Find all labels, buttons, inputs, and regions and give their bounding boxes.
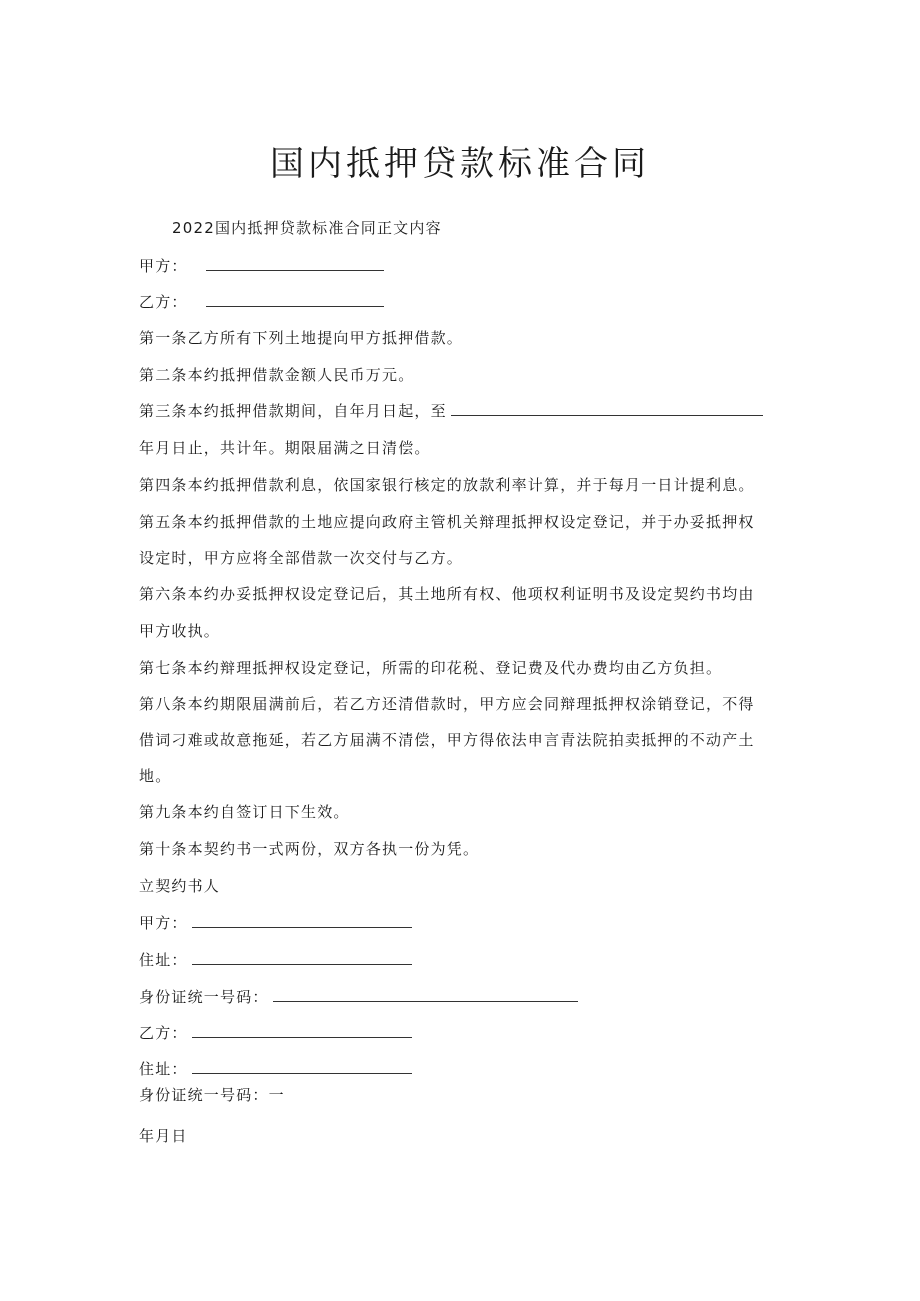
sign-address-b-label: 住址：: [139, 1060, 188, 1078]
sign-date: 年月日: [139, 1127, 188, 1145]
sign-party-b-label: 乙方：: [139, 1024, 188, 1042]
article-3-text: 第三条本约抵押借款期间，自年月日起，至: [139, 402, 447, 420]
article-9: 第九条本约自签订日下生效。: [139, 803, 350, 821]
article-3-blank: [451, 414, 763, 416]
party-a-blank: [206, 269, 384, 271]
sign-id-a: [139, 986, 578, 1007]
article-5-line-1: 第五条本约抵押借款的土地应提向政府主管机关辩理抵押权设定登记，并于办妥抵押权: [139, 513, 755, 531]
sign-address-a-blank: [192, 963, 412, 965]
sign-party-b: [139, 1022, 412, 1043]
sign-address-a: [139, 949, 412, 970]
sign-id-a-blank: [273, 1000, 578, 1002]
signatories-heading: 立契约书人: [139, 877, 221, 895]
article-1: 第一条乙方所有下列土地提向甲方抵押借款。: [139, 329, 464, 347]
subtitle: 2022国内抵押贷款标准合同正文内容: [172, 219, 442, 237]
sign-address-b: [139, 1058, 412, 1079]
party-a-line: [139, 255, 384, 276]
sign-address-b-blank: [192, 1072, 412, 1074]
article-3: [139, 400, 763, 421]
article-3-cont: 年月日止，共计年。期限届满之日清偿。: [139, 439, 431, 457]
sign-address-a-label: 住址：: [139, 951, 188, 969]
article-2: 第二条本约抵押借款金额人民币万元。: [139, 366, 415, 384]
sign-party-b-blank: [192, 1036, 412, 1038]
article-5-line-2: 设定时，甲方应将全部借款一次交付与乙方。: [139, 549, 464, 567]
article-8-line-1: 第八条本约期限届满前后，若乙方还清借款时，甲方应会同辩理抵押权涂销登记，不得: [139, 695, 755, 713]
article-8-line-3: 地。: [139, 767, 172, 785]
sign-id-b: 身份证统一号码：一: [139, 1086, 285, 1104]
article-6-line-2: 甲方收执。: [139, 622, 221, 640]
sign-party-a-label: 甲方：: [139, 914, 188, 932]
party-b-line: [139, 291, 384, 312]
article-7: 第七条本约辩理抵押权设定登记，所需的印花税、登记费及代办费均由乙方负担。: [139, 659, 723, 677]
sign-party-a: [139, 912, 412, 933]
sign-party-a-blank: [192, 926, 412, 928]
party-b-blank: [206, 305, 384, 307]
article-4: 第四条本约抵押借款利息，依国家银行核定的放款利率计算，并于每月一日计提利息。: [139, 476, 755, 494]
document-title: 国内抵押贷款标准合同: [270, 144, 650, 184]
article-10: 第十条本契约书一式两份，双方各执一份为凭。: [139, 840, 480, 858]
article-8-line-2: 借词刁难或故意拖延，若乙方届满不清偿，甲方得依法申言青法院拍卖抵押的不动产土: [139, 731, 755, 749]
party-a-label: 甲方：: [139, 257, 188, 275]
article-6-line-1: 第六条本约办妥抵押权设定登记后，其土地所有权、他项权利证明书及设定契约书均由: [139, 585, 755, 603]
sign-id-a-label: 身份证统一号码：: [139, 988, 269, 1006]
party-b-label: 乙方：: [139, 293, 188, 311]
